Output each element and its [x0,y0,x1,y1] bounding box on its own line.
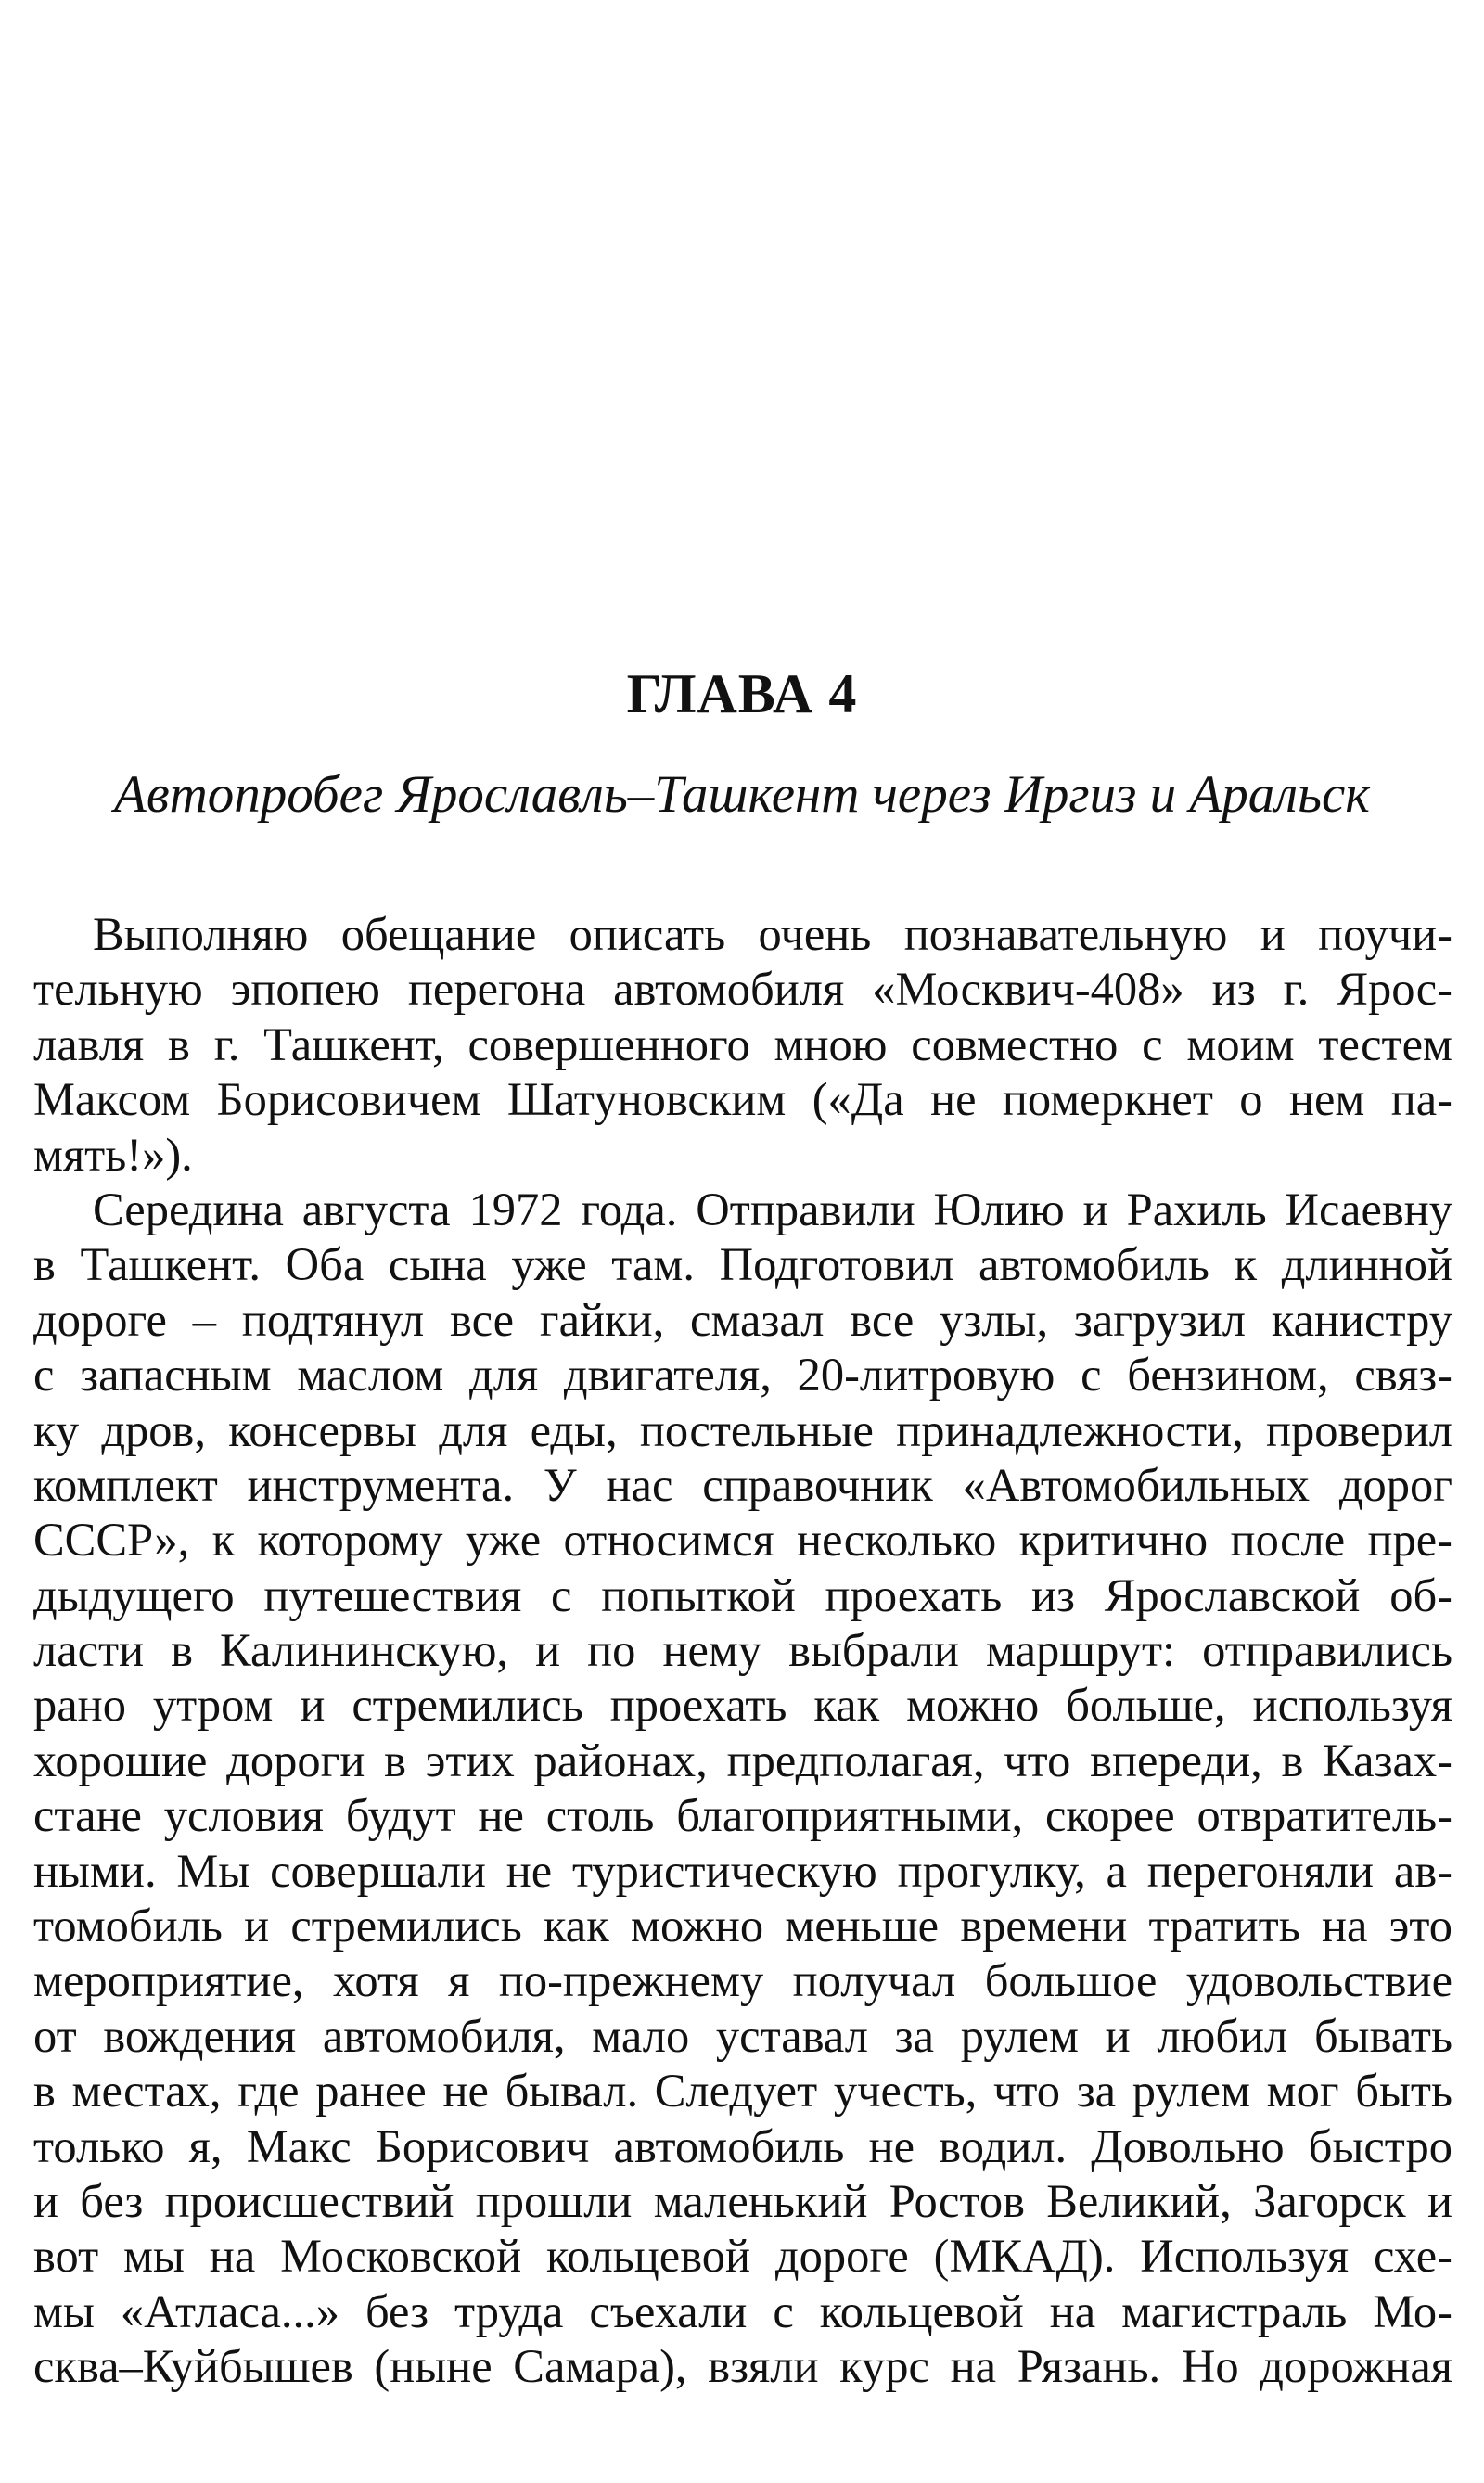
text-line: Максом Борисовичем Шатуновским («Да не померкнет о нем па- [33,1073,1452,1126]
text-line: с запасным маслом для двигателя, 20-литровую с бензином, связ- [33,1349,1452,1401]
text-line: томобиль и стремились как можно меньше времени тратить на это [33,1900,1452,1952]
text-line: мероприятие, хотя я по-прежнему получал большое удовольствие [33,1954,1452,2007]
text-line: только я, Макс Борисович автомобиль не водил. Довольно быстро [33,2119,1452,2172]
text-line: тельную эпопею перегона автомобиля «Москвич-408» из г. Ярос- [33,963,1452,1016]
text-line: вот мы на Московской кольцевой дороге (МКАД). Используя схе- [33,2230,1452,2283]
text-line: рано утром и стремились проехать как можно больше, используя [33,1679,1452,1732]
body-text [33,907,1452,2395]
text-line: лавля в г. Ташкент, совершенного мною совместно с моим тестем [33,1018,1452,1070]
text-line: в местах, где ранее не бывал. Следует учесть, что за рулем мог быть [33,2065,1452,2118]
text-line: дыдущего путешествия с попыткой проехать из Ярославской об- [33,1568,1452,1621]
text-line: стане условия будут не столь благоприятными, скорее отвратитель- [33,1789,1452,1842]
paragraph-1 [33,907,1452,1183]
text-line: мы «Атласа...» без труда съехали с кольцевой на магистраль Мо- [33,2285,1452,2337]
chapter-title: ГЛАВА 4 [626,663,858,724]
text-line: в Ташкент. Оба сына уже там. Подготовил автомобиль к длинной [33,1238,1452,1291]
text-line: сква–Куйбышев (ныне Самара), взяли курс на Рязань. Но дорожная [33,2340,1452,2393]
text-line: комплект инструмента. У нас справочник «Автомобильных дорог [33,1458,1452,1511]
text-line: Середина августа 1972 года. Отправили Юлию и Рахиль Исаевну [93,1183,1452,1235]
text-line: дороге – подтянул все гайки, смазал все узлы, загрузил канистру [33,1293,1452,1346]
text-line: ласти в Калининскую, и по нему выбрали маршрут: отправились [33,1624,1452,1677]
text-line: мять!»). [33,1128,193,1181]
text-line: и без происшествий прошли маленький Ростов Великий, Загорск и [33,2174,1452,2227]
text-line: хорошие дороги в этих районах, предполагая, что впереди, в Казах- [33,1734,1452,1786]
chapter-subtitle: Автопробег Ярославль–Ташкент через Иргиз и Аральск [114,765,1370,824]
paragraph-2 [33,1183,1452,2395]
text-line: ными. Мы совершали не туристическую прогулку, а перегоняли ав- [33,1844,1452,1897]
text-line: Выполняю обещание описать очень познавательную и поучи- [93,908,1452,960]
text-line: от вождения автомобиля, мало уставал за рулем и любил бывать [33,2009,1452,2062]
text-line: ку дров, консервы для еды, постельные принадлежности, проверил [33,1403,1452,1456]
text-line: СССР», к которому уже относимся несколько критично после пре- [33,1514,1452,1567]
